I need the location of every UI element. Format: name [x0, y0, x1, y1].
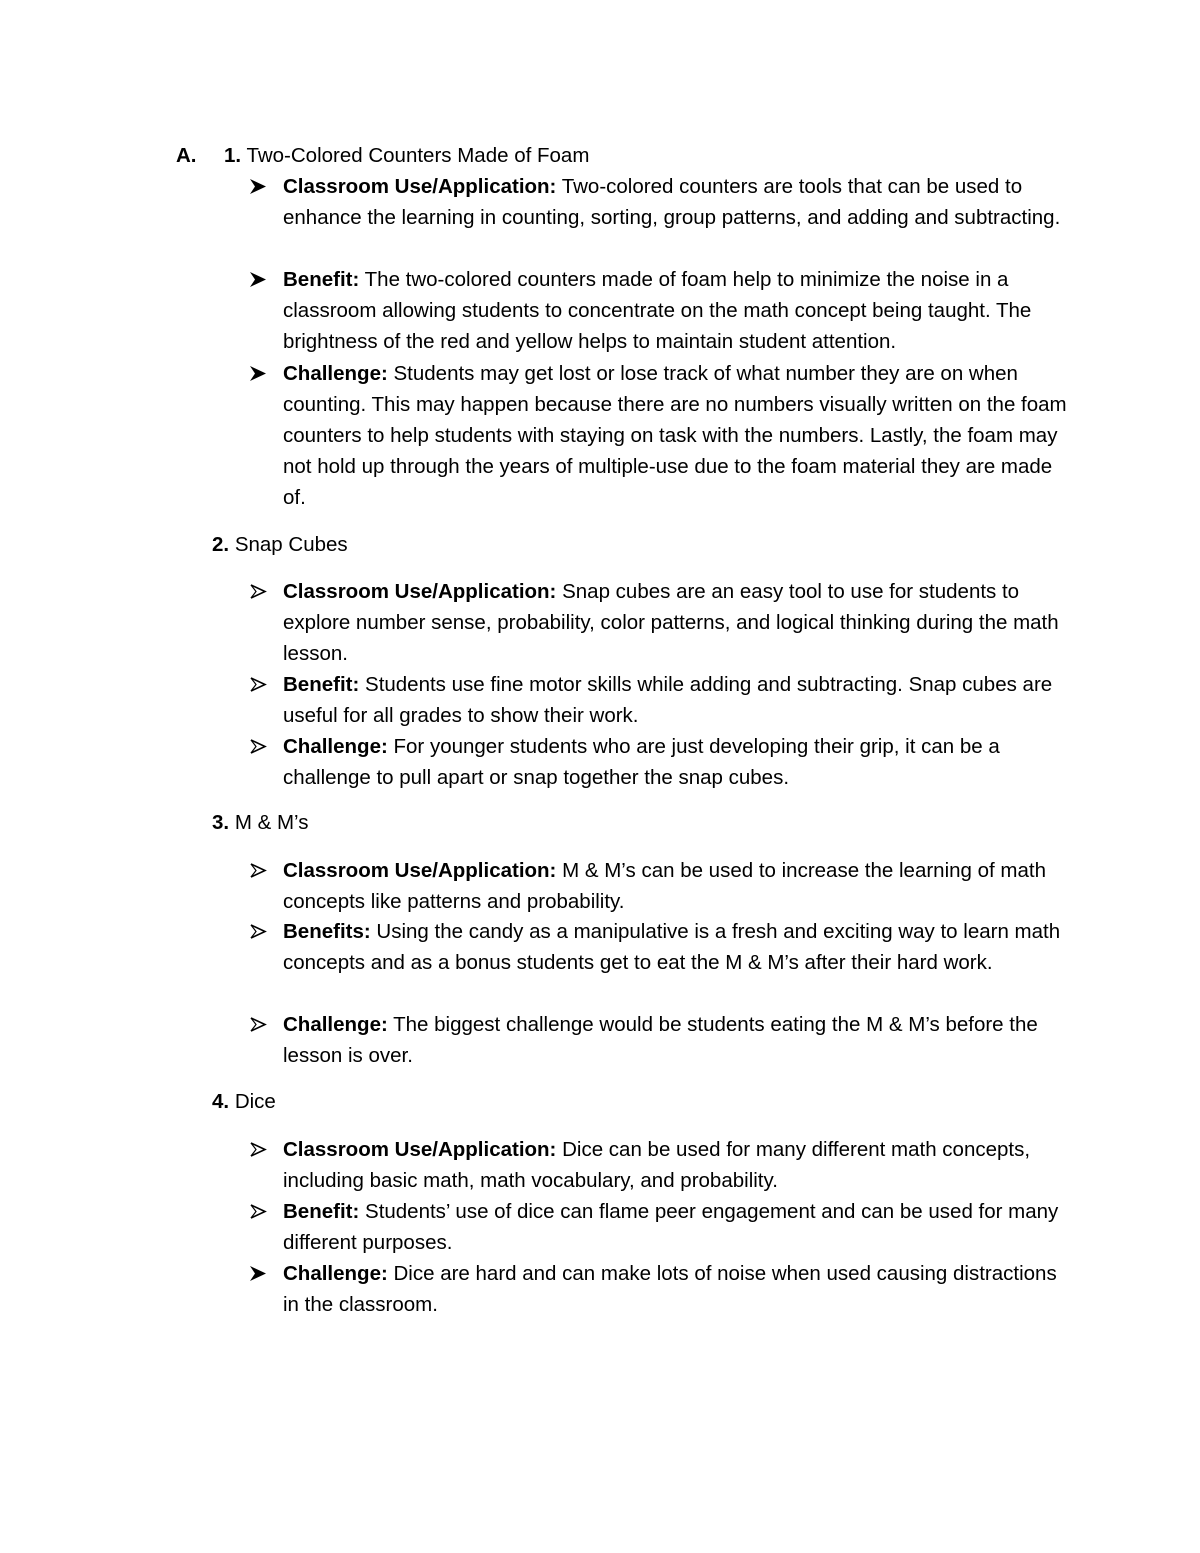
section-title: M & M’s	[234, 811, 309, 834]
arrow-bullet-icon	[248, 1009, 270, 1040]
section-heading-1	[224, 142, 589, 170]
item-text	[283, 916, 1068, 978]
section-heading-2	[212, 531, 348, 559]
list-item	[248, 358, 1068, 513]
item-text	[283, 855, 1068, 917]
arrow-bullet-icon	[248, 1134, 270, 1165]
list-item	[248, 1196, 1068, 1258]
item-body: Dice are hard and can make lots of noise when used causing distractions in the classroom.	[283, 1262, 1057, 1316]
item-label: Classroom Use/Application:	[283, 1138, 557, 1161]
arrow-bullet-icon	[248, 171, 270, 202]
item-text	[283, 731, 1068, 793]
item-body: Dice can be used for many different math concepts, including basic math, math vocabulary, and probability.	[283, 1138, 1031, 1192]
item-label: Classroom Use/Application:	[283, 580, 557, 603]
item-label: Challenge:	[283, 1262, 388, 1285]
section-number: 4.	[212, 1090, 230, 1113]
arrow-bullet-icon	[248, 1258, 270, 1289]
item-text	[283, 1196, 1068, 1258]
list-item	[248, 1009, 1068, 1071]
item-label: Classroom Use/Application:	[283, 175, 557, 198]
list-item	[248, 576, 1068, 669]
list-item	[248, 264, 1068, 357]
item-body: Snap cubes are an easy tool to use for students to explore number sense, probability, color patterns, and logical thinking during the math lesson.	[283, 580, 1059, 665]
section-letter: A.	[176, 144, 197, 167]
arrow-bullet-icon	[248, 1196, 270, 1227]
item-text	[283, 576, 1068, 669]
item-label: Challenge:	[283, 362, 388, 385]
item-label: Benefit:	[283, 673, 360, 696]
arrow-bullet-icon	[248, 731, 270, 762]
arrow-bullet-icon	[248, 669, 270, 700]
item-text	[283, 358, 1068, 513]
item-body: Using the candy as a manipulative is a fresh and exciting way to learn math concepts and as a bonus students get to eat the M & M’s after their hard work.	[283, 920, 1061, 974]
section-heading-3	[212, 809, 308, 837]
item-text	[283, 171, 1068, 233]
list-item	[248, 1258, 1068, 1320]
item-label: Benefit:	[283, 268, 360, 291]
section-title: Two-Colored Counters Made of Foam	[246, 144, 590, 167]
item-body: For younger students who are just developing their grip, it can be a challenge to pull apart or snap together the snap cubes.	[283, 735, 1000, 789]
item-text	[283, 1134, 1068, 1196]
item-label: Challenge:	[283, 735, 388, 758]
list-item	[248, 916, 1068, 978]
section-heading-4	[212, 1088, 276, 1116]
item-body: Two-colored counters are tools that can be used to enhance the learning in counting, sorting, group patterns, and adding and subtracting.	[283, 175, 1061, 229]
item-label: Challenge:	[283, 1013, 388, 1036]
item-body: Students’ use of dice can flame peer engagement and can be used for many different purposes.	[283, 1200, 1059, 1254]
item-text	[283, 669, 1068, 731]
arrow-bullet-icon	[248, 855, 270, 886]
arrow-bullet-icon	[248, 576, 270, 607]
section-number: 1.	[224, 144, 242, 167]
item-body: Students use fine motor skills while adding and subtracting. Snap cubes are useful for all grades to show their work.	[283, 673, 1053, 727]
item-label: Benefit:	[283, 1200, 360, 1223]
list-item	[248, 1134, 1068, 1196]
arrow-bullet-icon	[248, 916, 270, 947]
section-number: 2.	[212, 533, 230, 556]
item-body: M & M’s can be used to increase the learning of math concepts like patterns and probability.	[283, 859, 1047, 913]
section-number: 3.	[212, 811, 230, 834]
item-text	[283, 1258, 1068, 1320]
item-label: Benefits:	[283, 920, 371, 943]
item-text	[283, 264, 1068, 357]
arrow-bullet-icon	[248, 358, 270, 389]
item-body: The biggest challenge would be students eating the M & M’s before the lesson is over.	[283, 1013, 1038, 1067]
list-item	[248, 731, 1068, 793]
item-text	[283, 1009, 1068, 1071]
section-title: Snap Cubes	[234, 533, 348, 556]
list-item	[248, 171, 1068, 233]
arrow-bullet-icon	[248, 264, 270, 295]
item-body: The two-colored counters made of foam help to minimize the noise in a classroom allowing students to concentrate on the math concept being taught. The brightness of the red and yellow helps to maintain student attention.	[283, 268, 1032, 353]
list-item	[248, 855, 1068, 917]
item-label: Classroom Use/Application:	[283, 859, 557, 882]
item-body: Students may get lost or lose track of what number they are on when counting. This may happen because there are no numbers visually written on the foam counters to help students with staying on task with the numbers. Lastly, the foam may not hold up through the years of multiple-use due to the foam material they are made of.	[283, 362, 1067, 509]
list-item	[248, 669, 1068, 731]
section-title: Dice	[234, 1090, 276, 1113]
